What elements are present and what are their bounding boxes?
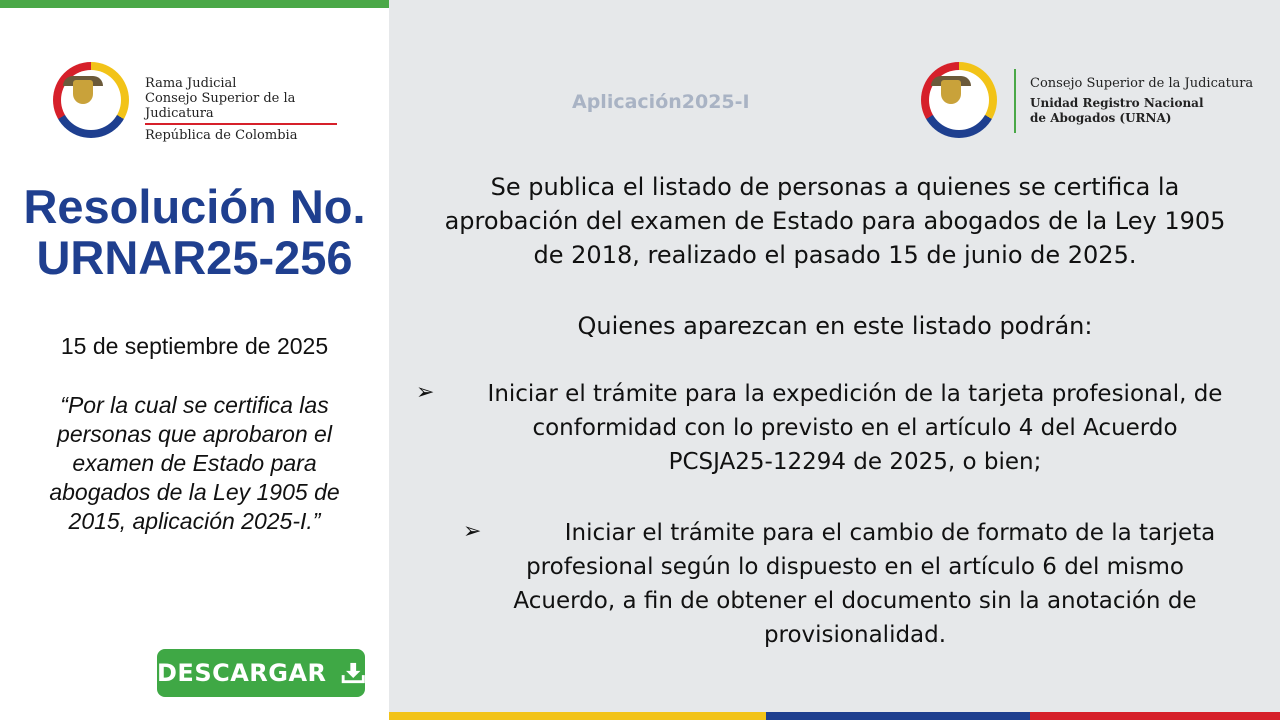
- quote-line: 2015, aplicación 2025-I.”: [68, 508, 321, 534]
- bullet2-line: provisionalidad.: [763, 622, 947, 648]
- top-green-bar: [0, 0, 389, 8]
- bullet-item-1: [440, 377, 1270, 479]
- right-logo-line2: Unidad Registro Nacional: [1030, 96, 1204, 110]
- flag-blue: [766, 712, 1030, 720]
- flag-red: [1030, 712, 1280, 720]
- logo-line-rama: Rama Judicial: [145, 76, 237, 91]
- bullet-arrow-icon: ➢: [416, 380, 435, 405]
- download-button-label: DESCARGAR: [157, 659, 327, 687]
- bullet1-line: Iniciar el trámite para la expedición de la tarjeta profesional, de: [487, 381, 1223, 407]
- right-logo-text: [1030, 76, 1253, 126]
- intro-line: aprobación del examen de Estado para abogados de la Ley 1905: [444, 207, 1226, 235]
- resolution-number: URNAR25-256: [36, 231, 353, 284]
- logo-divider: [1014, 69, 1016, 133]
- bullet-item-2: [440, 516, 1270, 652]
- bullet2-line: Iniciar el trámite para el cambio de formato de la tarjeta: [564, 520, 1216, 546]
- download-icon: [341, 658, 365, 688]
- resolution-description: [20, 391, 369, 536]
- left-logo-text: [145, 76, 337, 143]
- bullet1-line: PCSJA25-12294 de 2025, o bien;: [668, 449, 1042, 475]
- download-button[interactable]: [157, 649, 365, 697]
- resolution-date: 15 de septiembre de 2025: [60, 333, 329, 359]
- list-subtitle: Quienes aparezcan en este listado podrán:: [577, 312, 1093, 340]
- bullet2-line: Acuerdo, a fin de obtener el documento sin la anotación de: [513, 588, 1197, 614]
- quote-line: examen de Estado para: [72, 450, 317, 476]
- flag-stripe: [389, 712, 1280, 720]
- logo-line-republica: República de Colombia: [145, 128, 298, 143]
- quote-line: abogados de la Ley 1905 de: [49, 479, 340, 505]
- quote-line: personas que aprobaron el: [57, 421, 332, 447]
- right-logo-line1: Consejo Superior de la Judicatura: [1030, 76, 1254, 91]
- application-label: Aplicación2025-I: [572, 91, 750, 113]
- coat-of-arms-icon: [53, 62, 129, 138]
- right-logo-line3: de Abogados (URNA): [1030, 111, 1172, 125]
- bullet-arrow-icon: ➢: [463, 519, 482, 544]
- resolution-title: [0, 181, 389, 283]
- bullet1-line: conformidad con lo previsto en el artículo 4 del Acuerdo: [532, 415, 1178, 441]
- coat-of-arms-icon-right: [921, 62, 997, 138]
- intro-line: Se publica el listado de personas a quienes se certifica la: [490, 173, 1180, 201]
- quote-line: “Por la cual se certifica las: [60, 392, 329, 418]
- logo-line-consejo: Consejo Superior de la Judicatura: [145, 91, 337, 125]
- intro-line: de 2018, realizado el pasado 15 de junio de 2025.: [533, 241, 1137, 269]
- intro-paragraph: [410, 170, 1260, 272]
- resolution-title-line1: Resolución No.: [23, 180, 366, 233]
- bullet2-line: profesional según lo dispuesto en el artículo 6 del mismo: [526, 554, 1184, 580]
- flag-yellow: [389, 712, 766, 720]
